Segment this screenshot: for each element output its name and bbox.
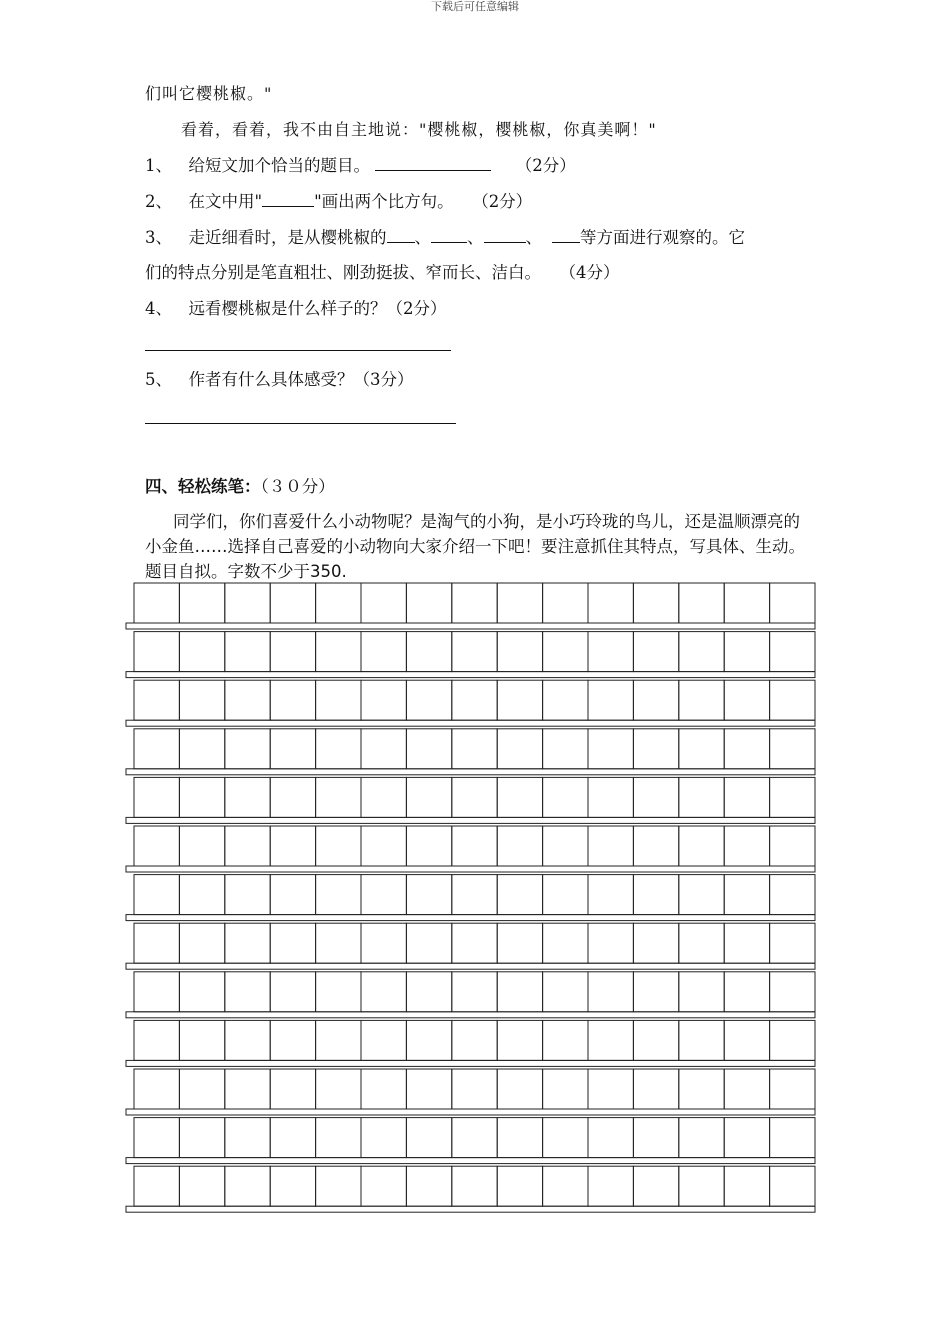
- grid-cell[interactable]: [724, 1118, 769, 1158]
- grid-cell[interactable]: [497, 875, 542, 915]
- grid-cell[interactable]: [497, 1118, 542, 1158]
- grid-cell[interactable]: [543, 1020, 588, 1060]
- grid-cell[interactable]: [179, 972, 224, 1012]
- passage-line-2: 看着，看着，我不由自主地说："樱桃椒，樱桃椒，你真美啊！": [181, 120, 657, 139]
- grid-cell[interactable]: [406, 875, 451, 915]
- grid-cell[interactable]: [679, 1118, 724, 1158]
- grid-cell[interactable]: [406, 777, 451, 817]
- grid-cell[interactable]: [679, 1069, 724, 1109]
- grid-cell[interactable]: [134, 1069, 179, 1109]
- grid-cell[interactable]: [270, 632, 315, 672]
- grid-cell[interactable]: [588, 1118, 633, 1158]
- grid-cell[interactable]: [179, 632, 224, 672]
- grid-cell[interactable]: [406, 680, 451, 720]
- grid-cell[interactable]: [633, 1069, 678, 1109]
- grid-cell[interactable]: [316, 972, 361, 1012]
- grid-row: [126, 1166, 815, 1212]
- grid-cell[interactable]: [134, 875, 179, 915]
- grid-cell[interactable]: [452, 1118, 497, 1158]
- grid-cell[interactable]: [543, 923, 588, 963]
- grid-cell[interactable]: [270, 1118, 315, 1158]
- grid-cell[interactable]: [225, 1118, 270, 1158]
- question-4: 4、 远看樱桃椒是什么样子的？（2分）: [145, 299, 447, 318]
- grid-cell[interactable]: [361, 1069, 406, 1109]
- grid-cell[interactable]: [179, 826, 224, 866]
- grid-cell[interactable]: [225, 875, 270, 915]
- grid-cell[interactable]: [361, 826, 406, 866]
- grid-row-separator: [126, 866, 815, 872]
- grid-cell[interactable]: [270, 826, 315, 866]
- grid-cell[interactable]: [588, 583, 633, 623]
- grid-cell[interactable]: [724, 680, 769, 720]
- grid-cell[interactable]: [497, 583, 542, 623]
- grid-cell[interactable]: [588, 1069, 633, 1109]
- grid-cell[interactable]: [543, 583, 588, 623]
- grid-cell[interactable]: [588, 632, 633, 672]
- grid-cell[interactable]: [406, 923, 451, 963]
- grid-row: [126, 826, 815, 872]
- grid-cell[interactable]: [724, 632, 769, 672]
- grid-row-separator: [126, 769, 815, 775]
- grid-cell[interactable]: [179, 680, 224, 720]
- grid-row: [126, 632, 815, 678]
- grid-row: [126, 1020, 815, 1066]
- grid-cell[interactable]: [497, 632, 542, 672]
- grid-row: [126, 923, 815, 969]
- grid-cell[interactable]: [134, 583, 179, 623]
- grid-cell[interactable]: [770, 972, 815, 1012]
- grid-cell[interactable]: [316, 1166, 361, 1206]
- grid-cell[interactable]: [179, 583, 224, 623]
- grid-cell[interactable]: [497, 826, 542, 866]
- grid-row-separator: [126, 817, 815, 823]
- grid-cell[interactable]: [724, 972, 769, 1012]
- grid-cell[interactable]: [724, 729, 769, 769]
- grid-cell[interactable]: [406, 972, 451, 1012]
- grid-cell[interactable]: [633, 729, 678, 769]
- grid-cell[interactable]: [633, 923, 678, 963]
- page-header: 下载后可任意编辑: [431, 0, 519, 13]
- grid-cell[interactable]: [361, 777, 406, 817]
- grid-row: [126, 875, 815, 921]
- grid-cell[interactable]: [316, 632, 361, 672]
- grid-cell[interactable]: [270, 923, 315, 963]
- grid-cell[interactable]: [543, 1118, 588, 1158]
- grid-cell[interactable]: [452, 1020, 497, 1060]
- grid-row: [126, 680, 815, 726]
- question-3: 3、 走近细看时，是从樱桃椒的 、 、 、 等方面进行观察的。它: [145, 228, 745, 247]
- grid-row-separator: [126, 1206, 815, 1212]
- grid-cell[interactable]: [270, 583, 315, 623]
- grid-cell[interactable]: [270, 972, 315, 1012]
- grid-cell[interactable]: [633, 777, 678, 817]
- grid-cell[interactable]: [497, 1020, 542, 1060]
- grid-cell[interactable]: [770, 729, 815, 769]
- grid-cell[interactable]: [497, 777, 542, 817]
- grid-cell[interactable]: [724, 923, 769, 963]
- grid-cell[interactable]: [361, 680, 406, 720]
- grid-cell[interactable]: [633, 1020, 678, 1060]
- grid-cell[interactable]: [770, 923, 815, 963]
- grid-cell[interactable]: [679, 777, 724, 817]
- grid-cell[interactable]: [179, 1118, 224, 1158]
- grid-cell[interactable]: [770, 583, 815, 623]
- grid-cell[interactable]: [770, 1166, 815, 1206]
- grid-row-separator: [126, 1109, 815, 1115]
- grid-cell[interactable]: [134, 826, 179, 866]
- grid-cell[interactable]: [588, 1166, 633, 1206]
- grid-cell[interactable]: [134, 972, 179, 1012]
- grid-cell[interactable]: [588, 729, 633, 769]
- grid-row-separator: [126, 1060, 815, 1066]
- grid-cell[interactable]: [724, 1020, 769, 1060]
- grid-cell[interactable]: [361, 583, 406, 623]
- grid-cell[interactable]: [270, 777, 315, 817]
- grid-cell[interactable]: [633, 972, 678, 1012]
- grid-cell[interactable]: [543, 826, 588, 866]
- grid-cell[interactable]: [316, 826, 361, 866]
- passage-line-1: 们叫它樱桃椒。": [145, 84, 273, 103]
- grid-cell[interactable]: [406, 632, 451, 672]
- grid-cell[interactable]: [543, 972, 588, 1012]
- grid-cell[interactable]: [316, 680, 361, 720]
- grid-cell[interactable]: [361, 875, 406, 915]
- grid-cell[interactable]: [770, 777, 815, 817]
- grid-cell[interactable]: [633, 1166, 678, 1206]
- grid-cell[interactable]: [633, 632, 678, 672]
- grid-cell[interactable]: [225, 826, 270, 866]
- question-5: 5、 作者有什么具体感受？（3分）: [145, 370, 414, 389]
- grid-cell[interactable]: [316, 583, 361, 623]
- grid-cell[interactable]: [588, 777, 633, 817]
- grid-cell[interactable]: [679, 826, 724, 866]
- grid-cell[interactable]: [134, 632, 179, 672]
- grid-cell[interactable]: [452, 972, 497, 1012]
- grid-cell[interactable]: [452, 826, 497, 866]
- section-score: （３０分）: [260, 477, 335, 496]
- question-2: 2、 在文中用" "画出两个比方句。 （2分）: [145, 192, 533, 211]
- grid-cell[interactable]: [270, 729, 315, 769]
- grid-cell[interactable]: [225, 777, 270, 817]
- grid-cell[interactable]: [770, 1020, 815, 1060]
- grid-cell[interactable]: [724, 583, 769, 623]
- grid-cell[interactable]: [361, 923, 406, 963]
- grid-row-separator: [126, 720, 815, 726]
- grid-cell[interactable]: [452, 777, 497, 817]
- grid-cell[interactable]: [679, 972, 724, 1012]
- grid-cell[interactable]: [134, 1118, 179, 1158]
- grid-cell[interactable]: [270, 1069, 315, 1109]
- grid-row: [126, 729, 815, 775]
- grid-cell[interactable]: [543, 680, 588, 720]
- grid-cell[interactable]: [406, 1069, 451, 1109]
- grid-cell[interactable]: [770, 632, 815, 672]
- grid-cell[interactable]: [361, 1020, 406, 1060]
- grid-cell[interactable]: [225, 583, 270, 623]
- writing-prompt: 同学们，你们喜爱什么小动物呢？是淘气的小狗，是小巧玲珑的鸟儿，还是温顺漂亮的小金鱼……选择自己喜爱的小动物向大家介绍一下吧！要注意抓住其特点，写具体、生动。题目自拟。字数不少于350.: [145, 512, 805, 581]
- grid-cell[interactable]: [452, 1069, 497, 1109]
- grid-cell[interactable]: [361, 632, 406, 672]
- grid-cell[interactable]: [361, 729, 406, 769]
- grid-cell[interactable]: [497, 729, 542, 769]
- question-3-continued: 们的特点分别是笔直粗壮、刚劲挺拔、窄而长、洁白。 （4分）: [145, 263, 620, 282]
- grid-cell[interactable]: [543, 1069, 588, 1109]
- grid-cell[interactable]: [497, 680, 542, 720]
- grid-cell[interactable]: [134, 680, 179, 720]
- grid-cell[interactable]: [543, 777, 588, 817]
- grid-cell[interactable]: [316, 1069, 361, 1109]
- grid-cell[interactable]: [452, 729, 497, 769]
- section-title: 四、轻松练笔：: [145, 477, 261, 496]
- grid-cell[interactable]: [225, 632, 270, 672]
- grid-cell[interactable]: [406, 729, 451, 769]
- grid-cell[interactable]: [679, 632, 724, 672]
- grid-cell[interactable]: [770, 875, 815, 915]
- grid-cell[interactable]: [225, 1069, 270, 1109]
- grid-cell[interactable]: [543, 632, 588, 672]
- grid-cell[interactable]: [270, 875, 315, 915]
- grid-cell[interactable]: [134, 1020, 179, 1060]
- grid-cell[interactable]: [316, 923, 361, 963]
- grid-cell[interactable]: [179, 729, 224, 769]
- grid-cell[interactable]: [724, 1069, 769, 1109]
- grid-cell[interactable]: [406, 1166, 451, 1206]
- grid-cell[interactable]: [770, 826, 815, 866]
- grid-cell[interactable]: [633, 875, 678, 915]
- grid-row: [126, 1069, 815, 1115]
- grid-cell[interactable]: [316, 1020, 361, 1060]
- grid-cell[interactable]: [225, 972, 270, 1012]
- question-1: 1、 给短文加个恰当的题目。 （2分）: [145, 156, 576, 175]
- grid-cell[interactable]: [316, 777, 361, 817]
- grid-cell[interactable]: [679, 583, 724, 623]
- grid-cell[interactable]: [588, 680, 633, 720]
- grid-cell[interactable]: [179, 923, 224, 963]
- grid-cell[interactable]: [588, 826, 633, 866]
- grid-row: [126, 972, 815, 1018]
- grid-cell[interactable]: [543, 875, 588, 915]
- grid-cell[interactable]: [724, 875, 769, 915]
- grid-cell[interactable]: [452, 875, 497, 915]
- grid-row-separator: [126, 963, 815, 969]
- grid-cell[interactable]: [679, 729, 724, 769]
- grid-cell[interactable]: [270, 680, 315, 720]
- grid-cell[interactable]: [134, 923, 179, 963]
- grid-cell[interactable]: [543, 729, 588, 769]
- grid-cell[interactable]: [679, 1020, 724, 1060]
- grid-cell[interactable]: [361, 972, 406, 1012]
- grid-cell[interactable]: [497, 1166, 542, 1206]
- grid-cell[interactable]: [588, 923, 633, 963]
- grid-cell[interactable]: [724, 826, 769, 866]
- grid-cell[interactable]: [270, 1166, 315, 1206]
- grid-cell[interactable]: [225, 1166, 270, 1206]
- grid-cell[interactable]: [316, 875, 361, 915]
- grid-cell[interactable]: [724, 1166, 769, 1206]
- grid-cell[interactable]: [633, 680, 678, 720]
- grid-cell[interactable]: [770, 1118, 815, 1158]
- grid-cell[interactable]: [452, 680, 497, 720]
- grid-row: [126, 583, 815, 629]
- grid-cell[interactable]: [225, 923, 270, 963]
- grid-cell[interactable]: [134, 1166, 179, 1206]
- grid-row: [126, 777, 815, 823]
- grid-cell[interactable]: [588, 1020, 633, 1060]
- grid-cell[interactable]: [633, 1118, 678, 1158]
- grid-cell[interactable]: [179, 1166, 224, 1206]
- grid-cell[interactable]: [452, 923, 497, 963]
- grid-cell[interactable]: [588, 972, 633, 1012]
- grid-cell[interactable]: [452, 583, 497, 623]
- grid-cell[interactable]: [679, 680, 724, 720]
- grid-cell[interactable]: [770, 680, 815, 720]
- grid-cell[interactable]: [452, 632, 497, 672]
- grid-cell[interactable]: [588, 875, 633, 915]
- grid-cell[interactable]: [679, 875, 724, 915]
- grid-cell[interactable]: [179, 777, 224, 817]
- grid-cell[interactable]: [179, 875, 224, 915]
- grid-cell[interactable]: [543, 1166, 588, 1206]
- grid-cell[interactable]: [497, 923, 542, 963]
- grid-cell[interactable]: [679, 1166, 724, 1206]
- grid-cell[interactable]: [225, 729, 270, 769]
- grid-cell[interactable]: [179, 1020, 224, 1060]
- grid-row-separator: [126, 1012, 815, 1018]
- grid-cell[interactable]: [361, 1118, 406, 1158]
- grid-cell[interactable]: [724, 777, 769, 817]
- grid-row-separator: [126, 623, 815, 629]
- grid-cell[interactable]: [134, 777, 179, 817]
- grid-cell[interactable]: [633, 826, 678, 866]
- grid-cell[interactable]: [406, 826, 451, 866]
- grid-cell[interactable]: [134, 729, 179, 769]
- grid-cell[interactable]: [497, 1069, 542, 1109]
- grid-cell[interactable]: [633, 583, 678, 623]
- grid-cell[interactable]: [497, 972, 542, 1012]
- grid-cell[interactable]: [225, 680, 270, 720]
- grid-cell[interactable]: [406, 583, 451, 623]
- grid-row-separator: [126, 672, 815, 678]
- grid-cell[interactable]: [406, 1020, 451, 1060]
- grid-cell[interactable]: [361, 1166, 406, 1206]
- grid-cell[interactable]: [225, 1020, 270, 1060]
- grid-cell[interactable]: [316, 729, 361, 769]
- grid-row-separator: [126, 915, 815, 921]
- grid-cell[interactable]: [679, 923, 724, 963]
- grid-cell[interactable]: [770, 1069, 815, 1109]
- grid-cell[interactable]: [452, 1166, 497, 1206]
- grid-cell[interactable]: [406, 1118, 451, 1158]
- grid-cell[interactable]: [179, 1069, 224, 1109]
- grid-row: [126, 1118, 815, 1164]
- grid-cell[interactable]: [270, 1020, 315, 1060]
- grid-row-separator: [126, 1158, 815, 1164]
- grid-cell[interactable]: [316, 1118, 361, 1158]
